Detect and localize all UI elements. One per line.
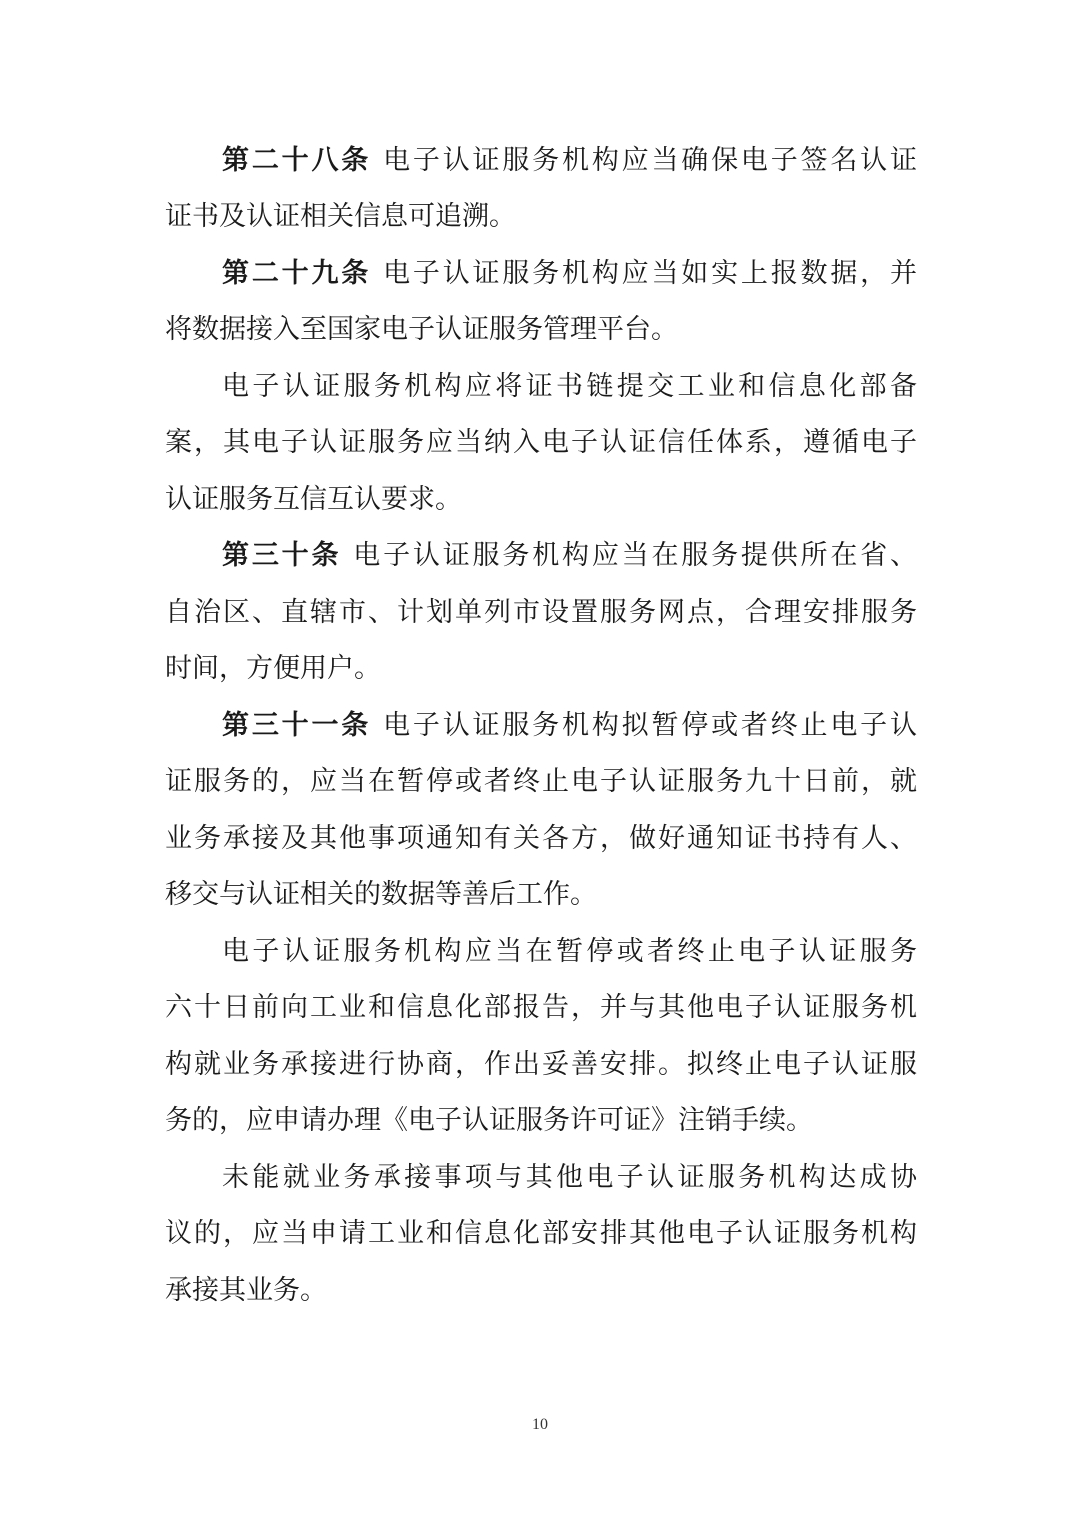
article-heading: 第三十条 [222,540,342,571]
paragraph-text: 证书及认证相关信息可追溯。 [165,201,516,232]
article-text: 电子认证服务机构应当在服务提供所在省、 [353,540,918,571]
text-line [222,367,917,407]
text-line [222,706,917,746]
paragraph-text: 承接其业务。 [165,1275,327,1306]
paragraph-text: 移交与认证相关的数据等善后工作。 [165,879,597,910]
text-line [165,310,917,350]
text-line [165,649,917,689]
text-line [222,536,917,576]
page-number: 10 [532,1416,548,1433]
paragraph-text: 证服务的，应当在暂停或者终止电子认证服务九十日前，就 [165,766,917,797]
article-text: 电子认证服务机构拟暂停或者终止电子认 [383,710,918,741]
article-text: 电子认证服务机构应当确保电子签名认证 [383,145,918,176]
text-line [165,762,917,802]
text-line [165,1045,917,1085]
text-line [165,1214,917,1254]
text-line [165,423,917,463]
paragraph-text: 案，其电子认证服务应当纳入电子认证信任体系，遵循电子 [165,427,917,458]
text-line [165,875,917,915]
article-heading: 第二十八条 [222,145,372,176]
paragraph-text: 六十日前向工业和信息化部报告，并与其他电子认证服务机 [165,992,917,1023]
paragraph-text: 议的，应当申请工业和信息化部安排其他电子认证服务机构 [165,1218,917,1249]
text-line [165,988,917,1028]
text-line [222,932,917,972]
paragraph-text: 将数据接入至国家电子认证服务管理平台。 [165,314,678,345]
text-line [165,197,917,237]
paragraph-text: 认证服务互信互认要求。 [165,484,462,515]
text-line [222,1158,917,1198]
article-heading: 第二十九条 [222,258,372,289]
paragraph-text: 未能就业务承接事项与其他电子认证服务机构达成协 [222,1162,917,1193]
text-line [222,141,917,181]
text-line [165,480,917,520]
paragraph-text: 业务承接及其他事项通知有关各方，做好通知证书持有人、 [165,823,917,854]
paragraph-text: 务的，应申请办理《电子认证服务许可证》注销手续。 [165,1105,813,1136]
text-line [165,819,917,859]
article-heading: 第三十一条 [222,710,372,741]
paragraph-text: 时间，方便用户。 [165,653,381,684]
paragraph-text: 电子认证服务机构应将证书链提交工业和信息化部备 [222,371,917,402]
paragraph-text: 构就业务承接进行协商，作出妥善安排。拟终止电子认证服 [165,1049,917,1080]
article-text: 电子认证服务机构应当如实上报数据，并 [383,258,918,289]
text-line [165,1271,917,1311]
paragraph-text: 电子认证服务机构应当在暂停或者终止电子认证服务 [222,936,917,967]
text-line [222,254,917,294]
text-line [165,593,917,633]
text-line [165,1101,917,1141]
paragraph-text: 自治区、直辖市、计划单列市设置服务网点，合理安排服务 [165,597,917,628]
